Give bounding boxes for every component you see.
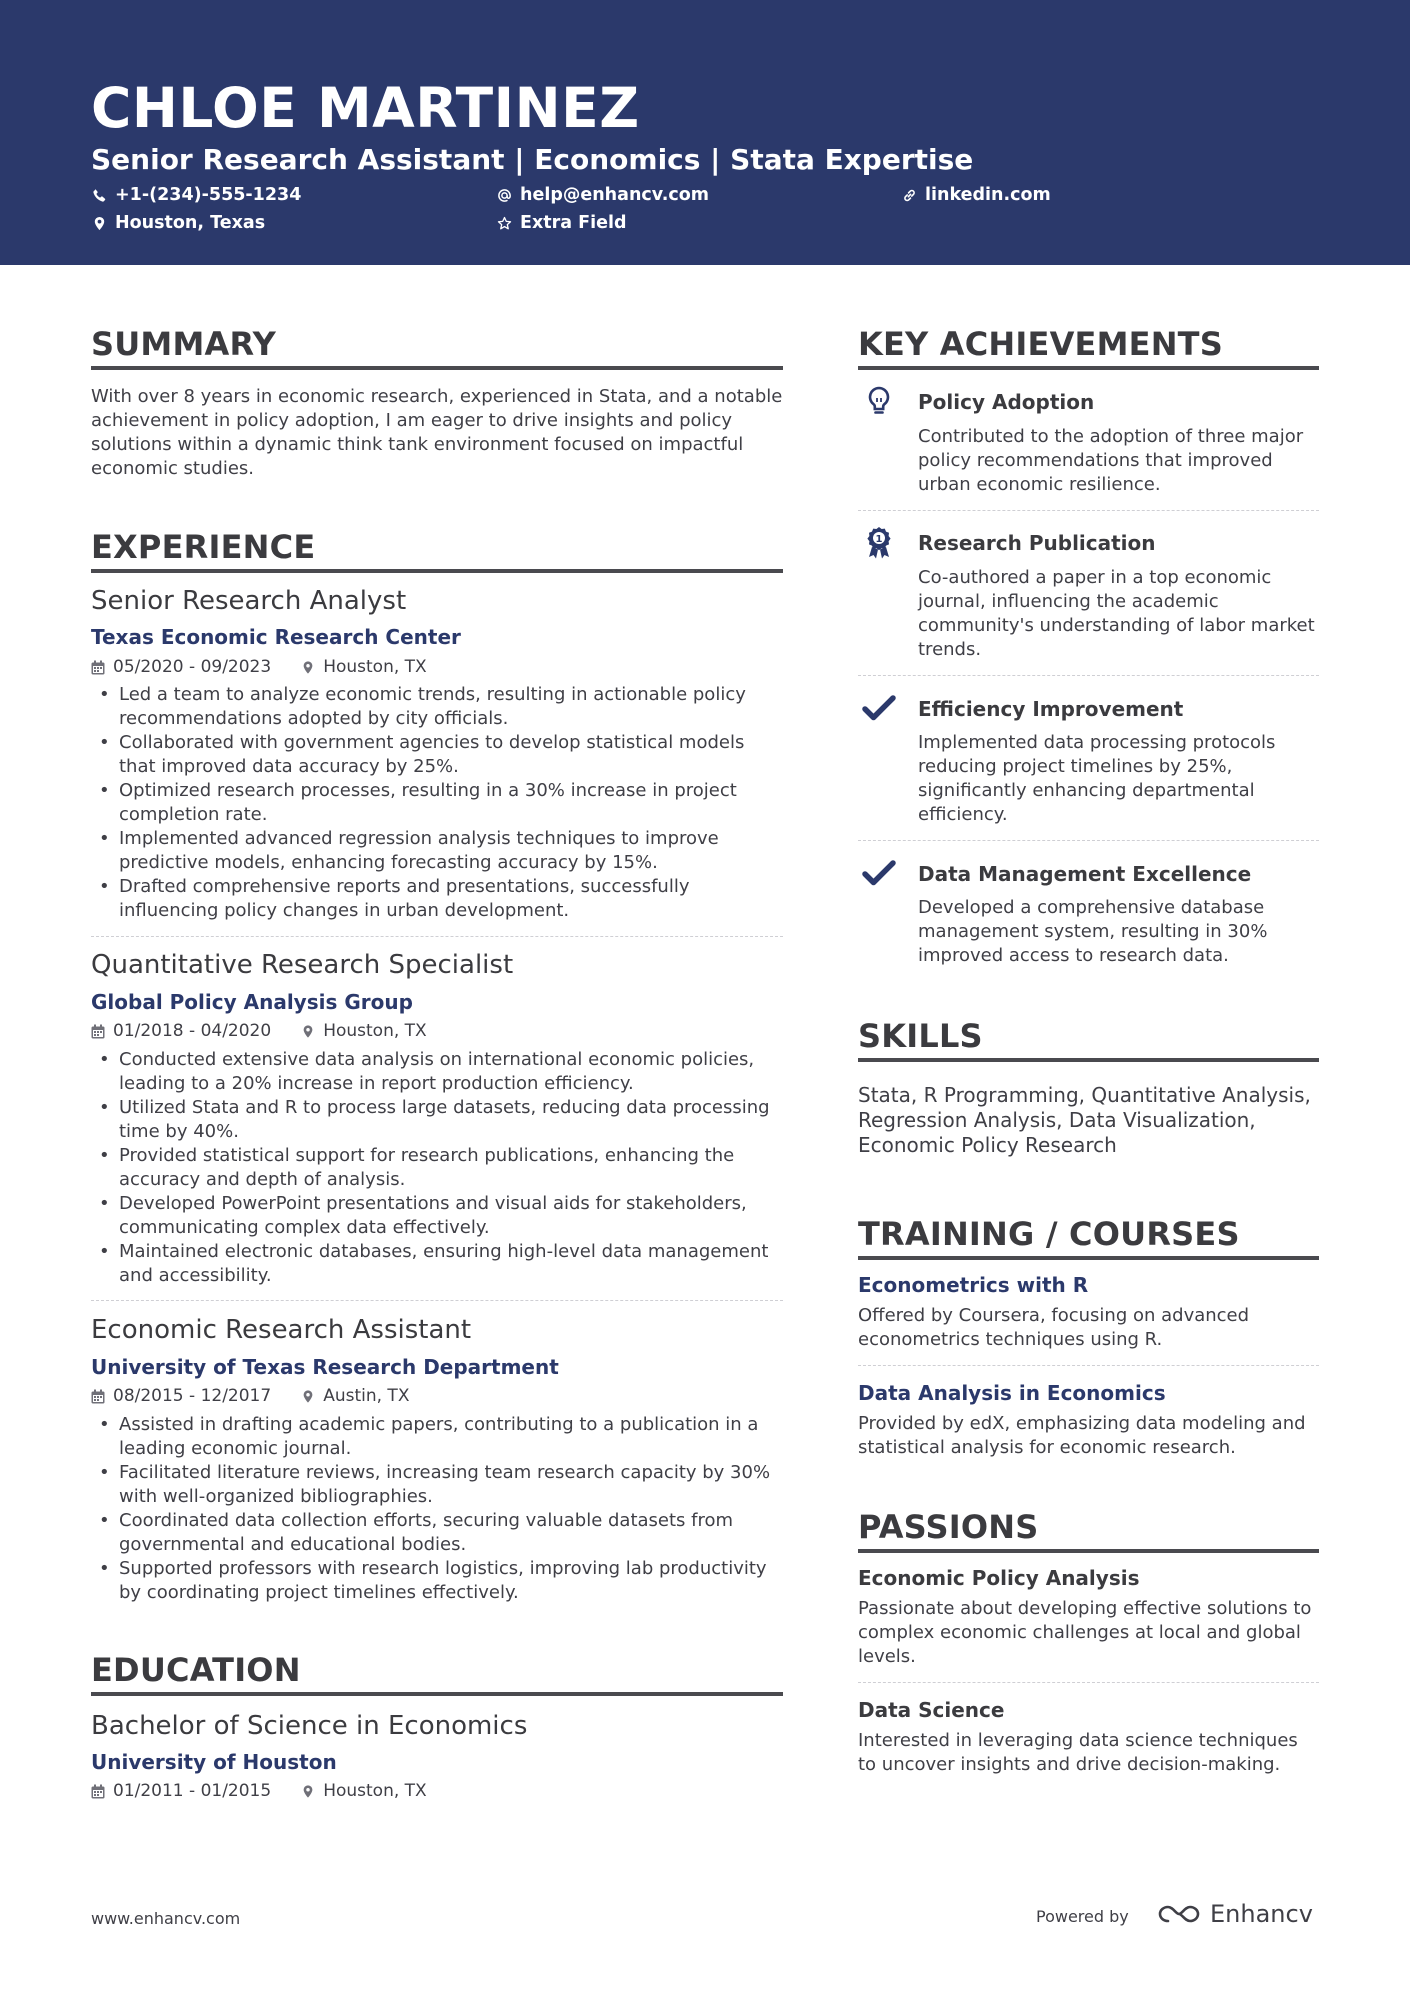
phone-icon xyxy=(92,188,107,203)
map-pin-icon xyxy=(301,1389,315,1404)
map-pin-icon xyxy=(301,660,315,675)
list-item: • Led a team to analyze economic trends, resulting in actionable policy recommendations adopted by city officials. xyxy=(91,683,783,731)
footer-url[interactable]: www.enhancv.com xyxy=(91,1909,241,1928)
job-title: Senior Research Analyst xyxy=(91,586,407,616)
checkmark-icon xyxy=(862,857,896,891)
job-meta xyxy=(91,656,427,678)
achievement-title: Efficiency Improvement xyxy=(918,697,1184,721)
job-title: Quantitative Research Specialist xyxy=(91,950,514,980)
list-item: • Developed PowerPoint presentations and visual aids for stakeholders, communicating complex data effectively. xyxy=(91,1192,783,1240)
achievement-desc: Implemented data processing protocols reducing project timelines by 25%, significantly enhancing departmental efficiency. xyxy=(918,732,1276,825)
contact-phone[interactable] xyxy=(92,183,301,207)
contact-extra xyxy=(497,211,627,235)
school-name: University of Houston xyxy=(91,1750,337,1774)
contact-linkedin[interactable] xyxy=(902,183,1051,207)
brand-name: Enhancv xyxy=(1210,1900,1313,1928)
footer-powered-by: Powered by xyxy=(1036,1907,1129,1926)
passion-title: Economic Policy Analysis xyxy=(858,1566,1140,1590)
achievement-title: Research Publication xyxy=(918,531,1156,555)
divider xyxy=(858,510,1319,511)
passions-heading: PASSIONS xyxy=(858,1507,1319,1553)
divider xyxy=(91,1300,783,1301)
job-meta xyxy=(91,1385,409,1407)
skills-text: Stata, R Programming, Quantitative Analysis, Regression Analysis, Data Visualization, Economic Policy Research xyxy=(858,1083,1311,1157)
list-item: • Implemented advanced regression analysis techniques to improve predictive models, enhancing forecasting accuracy by 15%. xyxy=(91,827,783,875)
job-location: Houston, TX xyxy=(323,657,427,677)
location-text: Houston, Texas xyxy=(115,213,266,233)
contact-location xyxy=(92,211,265,235)
email-text: help@enhancv.com xyxy=(520,185,710,205)
extra-text: Extra Field xyxy=(520,213,627,233)
course-desc: Offered by Coursera, focusing on advanced econometrics techniques using R. xyxy=(858,1305,1250,1350)
list-item: • Provided statistical support for research publications, enhancing the accuracy and depth of analysis. xyxy=(91,1144,783,1192)
passion-title: Data Science xyxy=(858,1698,1005,1722)
passion-desc: Passionate about developing effective solutions to complex economic challenges at local and global levels. xyxy=(858,1598,1312,1667)
link-icon xyxy=(902,188,917,203)
job-bullets xyxy=(91,683,783,923)
list-item: • Coordinated data collection efforts, securing valuable datasets from governmental and educational bodies. xyxy=(91,1509,783,1557)
list-item: • Optimized research processes, resulting in a 30% increase in project completion rate. xyxy=(91,779,783,827)
achievement-title: Policy Adoption xyxy=(918,390,1095,414)
list-item: • Facilitated literature reviews, increasing team research capacity by 30% with well-organized bibliographies. xyxy=(91,1461,783,1509)
achievement-title: Data Management Excellence xyxy=(918,862,1252,886)
course-title: Data Analysis in Economics xyxy=(858,1381,1166,1405)
achievements-heading: KEY ACHIEVEMENTS xyxy=(858,324,1319,370)
divider xyxy=(858,840,1319,841)
phone-text: +1-(234)-555-1234 xyxy=(115,185,302,205)
divider xyxy=(858,1365,1319,1366)
education-location: Houston, TX xyxy=(323,1781,427,1801)
summary-text: With over 8 years in economic research, experienced in Stata, and a notable achievement in policy adoption, I am eager to drive insights and policy solutions within a dynamic think tank environment focused on impactful economic studies. xyxy=(91,386,783,479)
calendar-icon xyxy=(91,1784,105,1799)
job-dates: 05/2020 - 09/2023 xyxy=(113,657,272,677)
svg-text:1: 1 xyxy=(875,534,883,545)
map-pin-icon xyxy=(301,1024,315,1039)
job-dates: 08/2015 - 12/2017 xyxy=(113,1386,272,1406)
divider xyxy=(858,1682,1319,1683)
course-title: Econometrics with R xyxy=(858,1273,1089,1297)
divider xyxy=(858,675,1319,676)
passion-desc: Interested in leveraging data science techniques to uncover insights and drive decision-making. xyxy=(858,1730,1298,1775)
summary-heading: SUMMARY xyxy=(91,324,783,370)
achievement-desc: Developed a comprehensive database management system, resulting in 30% improved access to research data. xyxy=(918,897,1268,966)
divider xyxy=(91,936,783,937)
calendar-icon xyxy=(91,1389,105,1404)
job-company: Texas Economic Research Center xyxy=(91,625,461,649)
list-item: • Assisted in drafting academic papers, contributing to a publication in a leading economic journal. xyxy=(91,1413,783,1461)
list-item: • Collaborated with government agencies to develop statistical models that improved data accuracy by 25%. xyxy=(91,731,783,779)
job-title: Economic Research Assistant xyxy=(91,1315,472,1345)
job-bullets xyxy=(91,1048,783,1288)
education-dates: 01/2011 - 01/2015 xyxy=(113,1781,272,1801)
contact-email[interactable] xyxy=(497,183,709,207)
list-item: • Utilized Stata and R to process large datasets, reducing data processing time by 40%. xyxy=(91,1096,783,1144)
experience-heading: EXPERIENCE xyxy=(91,527,783,573)
map-pin-icon xyxy=(92,216,107,231)
award-ribbon-icon xyxy=(862,525,896,559)
candidate-title: Senior Research Assistant | Economics | Stata Expertise xyxy=(91,143,974,176)
star-icon xyxy=(497,216,512,231)
list-item: • Supported professors with research logistics, improving lab productivity by coordinating project timelines effectively. xyxy=(91,1557,783,1605)
skills-heading: SKILLS xyxy=(858,1016,1319,1062)
lightbulb-icon xyxy=(862,384,896,418)
at-sign-icon xyxy=(497,188,512,203)
footer-brand[interactable] xyxy=(1156,1898,1313,1930)
resume-header xyxy=(0,0,1410,265)
job-meta xyxy=(91,1020,427,1042)
degree-title: Bachelor of Science in Economics xyxy=(91,1711,528,1741)
map-pin-icon xyxy=(301,1784,315,1799)
list-item: • Conducted extensive data analysis on international economic policies, leading to a 20% increase in report production efficiency. xyxy=(91,1048,783,1096)
job-company: University of Texas Research Department xyxy=(91,1355,559,1379)
training-heading: TRAINING / COURSES xyxy=(858,1214,1319,1260)
linkedin-text: linkedin.com xyxy=(925,185,1051,205)
candidate-name: CHLOE MARTINEZ xyxy=(91,76,640,140)
education-meta xyxy=(91,1780,427,1802)
enhancv-logo-icon xyxy=(1156,1901,1202,1927)
job-bullets xyxy=(91,1413,783,1605)
list-item: • Maintained electronic databases, ensuring high-level data management and accessibility. xyxy=(91,1240,783,1288)
achievement-desc: Contributed to the adoption of three major policy recommendations that improved urban economic resilience. xyxy=(918,426,1304,495)
calendar-icon xyxy=(91,660,105,675)
course-desc: Provided by edX, emphasizing data modeling and statistical analysis for economic research. xyxy=(858,1413,1306,1458)
list-item: • Drafted comprehensive reports and presentations, successfully influencing policy changes in urban development. xyxy=(91,875,783,923)
job-location: Houston, TX xyxy=(323,1021,427,1041)
job-company: Global Policy Analysis Group xyxy=(91,990,413,1014)
education-heading: EDUCATION xyxy=(91,1650,783,1696)
achievement-desc: Co-authored a paper in a top economic journal, influencing the academic community's understanding of labor market trends. xyxy=(918,567,1315,660)
checkmark-icon xyxy=(862,692,896,726)
job-location: Austin, TX xyxy=(323,1386,410,1406)
job-dates: 01/2018 - 04/2020 xyxy=(113,1021,272,1041)
calendar-icon xyxy=(91,1024,105,1039)
